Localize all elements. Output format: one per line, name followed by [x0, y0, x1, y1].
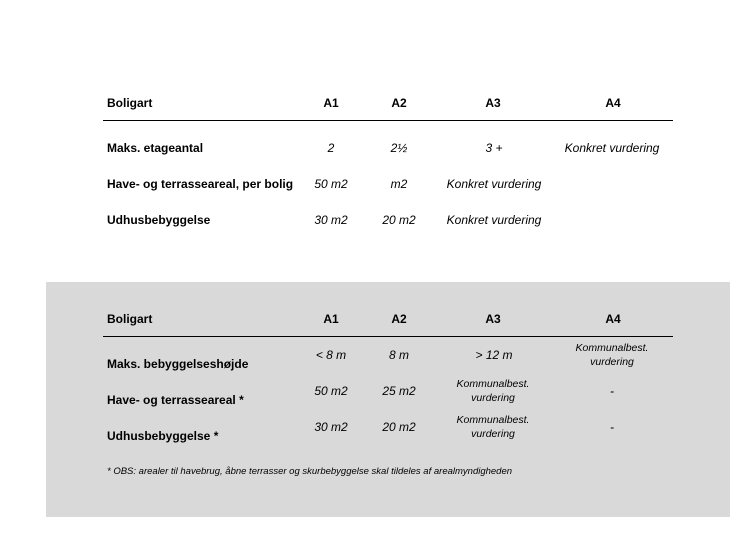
header-a2: A2 [391, 312, 407, 326]
cell: Kommunalbest. vurdering [575, 342, 649, 368]
cell: 30 m2 [314, 213, 348, 227]
footnote: * OBS: arealer til havebrug, åbne terrasser og skurbebyggelse skal tildeles af arealmyndigheden [107, 466, 513, 477]
header-boligart: Boligart [107, 96, 153, 110]
cell: 20 m2 [382, 213, 416, 227]
cell: 25 m2 [382, 384, 416, 398]
cell: - [610, 384, 614, 398]
cell: 50 m2 [314, 384, 348, 398]
cell: - [610, 420, 614, 434]
header-boligart: Boligart [107, 312, 153, 326]
cell: < 8 m [315, 348, 347, 362]
header-a3: A3 [485, 312, 501, 326]
row-label: Maks. bebyggelseshøjde [107, 357, 249, 371]
cell: 8 m [388, 348, 410, 362]
header-a2: A2 [391, 96, 407, 110]
cell: 2 [327, 141, 335, 155]
row-label: Maks. etageantal [107, 141, 204, 155]
cell: 20 m2 [382, 420, 416, 434]
cell: Konkret vurdering [564, 141, 660, 155]
header-a1: A1 [323, 96, 339, 110]
header-a1: A1 [323, 312, 339, 326]
header-divider [103, 336, 673, 337]
cell: Konkret vurdering [446, 177, 542, 191]
cell: m2 [390, 177, 408, 191]
cell: Konkret vurdering [446, 213, 542, 227]
header-divider [103, 120, 673, 121]
cell: 30 m2 [314, 420, 348, 434]
cell: > 12 m [475, 348, 513, 362]
row-label: Udhusbebyggelse * [107, 429, 219, 443]
cell: 2½ [390, 141, 408, 155]
header-a3: A3 [485, 96, 501, 110]
cell: 50 m2 [314, 177, 348, 191]
cell: Kommunalbest. vurdering [456, 414, 530, 440]
header-a4: A4 [605, 96, 621, 110]
header-a4: A4 [605, 312, 621, 326]
row-label: Have- og terrasseareal, per bolig [107, 177, 294, 191]
cell: Kommunalbest. vurdering [456, 378, 530, 404]
cell: 3 + [485, 141, 503, 155]
row-label: Udhusbebyggelse [107, 213, 211, 227]
row-label: Have- og terrasseareal * [107, 393, 244, 407]
